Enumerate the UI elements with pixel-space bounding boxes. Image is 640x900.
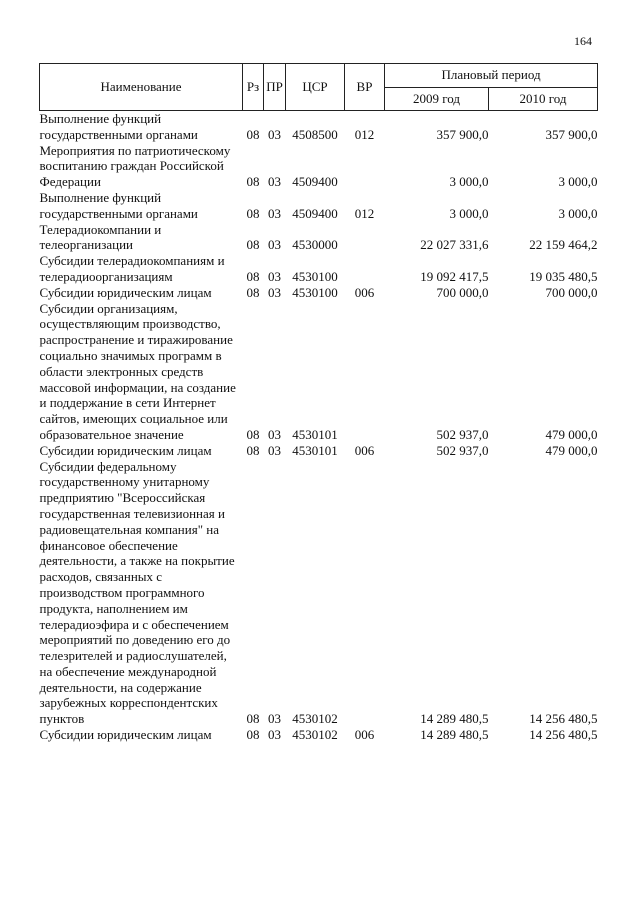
row-value-2010: 14 256 480,5 <box>529 711 598 727</box>
row-name: Субсидии организациям, осуществляющим производство, распространение и тиражирование социально значимых программ в области электронных средств массовой информации, на создание и поддержание в сети Интернет сайтов, имеющих социальное или образовательное значение <box>39 300 236 442</box>
row-name: Выполнение функций государственными органами <box>39 189 198 221</box>
row-pr: 03 <box>268 126 281 142</box>
row-value-2009: 22 027 331,6 <box>420 237 489 253</box>
row-rz: 08 <box>246 268 260 284</box>
row-vr <box>345 253 385 285</box>
header-rz: Рз <box>243 64 264 111</box>
row-vr: 006 <box>354 284 375 300</box>
row-vr: 006 <box>354 727 375 743</box>
row-vr <box>345 222 385 254</box>
row-csr: 4530100 <box>292 284 338 300</box>
row-vr: 012 <box>354 205 375 221</box>
row-csr: 4509400 <box>292 205 338 221</box>
row-name: Субсидии федеральному государственному унитарному предприятию "Всероссийская государственная телевизионная и радиовещательная компания" на финансовое обеспечение деятельности, а также на покрытие расходов, связанных с производством программного продукта, наполнением им телерадиоэфира и с обеспечением мероприятий по доведению его до телезрителей и радиослушателей, на обеспечение международной деятельности, на содержание зарубежных корреспондентских пунктов <box>39 458 235 727</box>
row-pr: 03 <box>268 711 281 727</box>
row-pr: 03 <box>268 442 281 458</box>
row-value-2009: 14 289 480,5 <box>420 727 489 743</box>
row-csr: 4530101 <box>292 442 338 458</box>
row-value-2009: 700 000,0 <box>436 284 489 300</box>
table-row <box>40 190 598 222</box>
row-value-2009: 19 092 417,5 <box>420 268 489 284</box>
row-csr: 4509400 <box>292 174 338 190</box>
row-rz: 08 <box>246 174 260 190</box>
row-value-2010: 3 000,0 <box>558 205 598 221</box>
row-name: Субсидии юридическим лицам <box>39 284 212 300</box>
row-rz: 08 <box>246 284 260 300</box>
header-year-2010: 2010 год <box>489 87 598 111</box>
table-row <box>40 143 598 190</box>
row-value-2010: 14 256 480,5 <box>529 727 598 743</box>
row-value-2010: 700 000,0 <box>545 284 598 300</box>
row-vr <box>345 459 385 728</box>
row-vr <box>345 301 385 443</box>
table-row <box>40 443 598 459</box>
row-vr <box>345 143 385 190</box>
row-csr: 4530102 <box>292 711 338 727</box>
row-value-2010: 357 900,0 <box>545 126 598 142</box>
row-csr: 4530000 <box>292 237 338 253</box>
row-pr: 03 <box>268 284 281 300</box>
row-value-2010: 3 000,0 <box>558 174 598 190</box>
table-row <box>40 253 598 285</box>
table-row <box>40 727 598 743</box>
row-value-2009: 14 289 480,5 <box>420 711 489 727</box>
header-name: Наименование <box>40 64 243 111</box>
row-rz: 08 <box>246 727 260 743</box>
row-value-2010: 19 035 480,5 <box>529 268 598 284</box>
row-name: Субсидии юридическим лицам <box>39 727 212 743</box>
row-rz: 08 <box>246 711 260 727</box>
row-value-2009: 3 000,0 <box>449 205 489 221</box>
header-planning-period: Плановый период <box>385 64 598 88</box>
row-value-2009: 502 937,0 <box>436 442 489 458</box>
row-rz: 08 <box>246 442 260 458</box>
row-csr: 4508500 <box>292 126 338 142</box>
row-csr: 4530101 <box>292 426 338 442</box>
header-csr: ЦСР <box>286 64 345 111</box>
row-value-2009: 502 937,0 <box>436 426 489 442</box>
table-body <box>40 111 598 743</box>
header-year-2009: 2009 год <box>385 87 489 111</box>
table-row <box>40 111 598 143</box>
table-row <box>40 301 598 443</box>
table-header <box>40 64 598 111</box>
row-pr: 03 <box>268 174 281 190</box>
row-pr: 03 <box>268 268 281 284</box>
table-row <box>40 459 598 728</box>
row-name: Мероприятия по патриотическому воспитанию граждан Российской Федерации <box>39 142 231 190</box>
row-vr: 012 <box>354 126 375 142</box>
row-value-2010: 479 000,0 <box>545 442 598 458</box>
row-value-2010: 22 159 464,2 <box>529 237 598 253</box>
row-name: Субсидии телерадиокомпаниям и телерадиоорганизациям <box>39 253 225 284</box>
row-rz: 08 <box>246 426 260 442</box>
row-value-2009: 3 000,0 <box>449 174 489 190</box>
row-pr: 03 <box>268 205 281 221</box>
table-row <box>40 285 598 301</box>
header-pr: ПР <box>264 64 286 111</box>
row-value-2009: 357 900,0 <box>436 126 489 142</box>
row-pr: 03 <box>268 237 281 253</box>
row-pr: 03 <box>268 727 281 743</box>
row-csr: 4530102 <box>292 727 338 743</box>
row-name: Телерадиокомпании и телеорганизации <box>39 221 162 253</box>
page-number: 164 <box>574 34 592 48</box>
row-pr: 03 <box>268 426 281 442</box>
row-name: Выполнение функций государственными органами <box>39 111 198 142</box>
table-row <box>40 222 598 254</box>
row-value-2010: 479 000,0 <box>545 426 598 442</box>
row-csr: 4530100 <box>292 268 338 284</box>
row-name: Субсидии юридическим лицам <box>39 442 212 458</box>
row-vr: 006 <box>354 442 375 458</box>
budget-table <box>39 63 598 743</box>
row-rz: 08 <box>246 237 260 253</box>
row-rz: 08 <box>246 126 260 142</box>
header-vr: ВР <box>345 64 385 111</box>
row-rz: 08 <box>246 205 260 221</box>
